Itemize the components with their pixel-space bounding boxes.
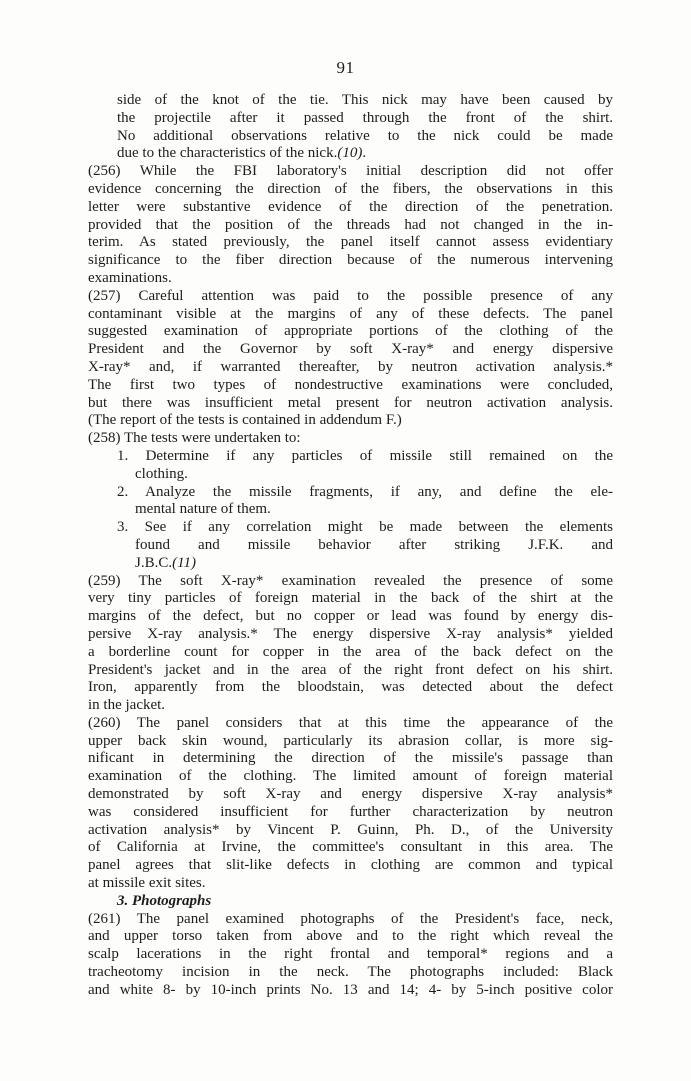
- continued-paragraph: [88, 92, 613, 163]
- text-line: examination of the clothing. The limited amount of foreign material: [88, 768, 613, 785]
- text-line: letter were substantive evidence of the direction of the penetration.: [88, 198, 613, 215]
- text-line: persive X-ray analysis.* The energy dispersive X-ray analysis* yielded: [88, 625, 613, 642]
- page-number: 91: [336, 58, 355, 77]
- text-line: panel agrees that slit-like defects in clothing are common and typical: [88, 857, 613, 874]
- paragraph-258: [88, 430, 613, 448]
- text-line: President's jacket and in the area of the right front defect on his shirt.: [88, 661, 613, 678]
- text-line: President and the Governor by soft X-ray* and energy dispersive: [88, 341, 613, 358]
- text-line: significance to the fiber direction because of the numerous intervening: [88, 252, 613, 269]
- list-item: [88, 448, 613, 484]
- text-line: 3. See if any correlation might be made between the elements: [117, 519, 613, 536]
- text-line: of California at Irvine, the committee's consultant in this area. The: [88, 839, 613, 856]
- text-line: clothing.: [135, 465, 188, 482]
- text-line: (256) While the FBI laboratory's initial description did not offer: [88, 163, 613, 180]
- text-line: tracheotomy incision in the neck. The photographs included: Black: [88, 964, 613, 981]
- text-line: a borderline count for copper in the area of the back defect on the: [88, 643, 613, 660]
- text-line: [117, 145, 613, 163]
- text-line: Iron, apparently from the bloodstain, was detected about the defect: [88, 679, 613, 696]
- text-span: J.B.C.: [135, 554, 173, 571]
- text-line: 2. Analyze the missile fragments, if any, and define the ele-: [117, 483, 613, 500]
- text-line: [88, 555, 613, 573]
- list-item: [88, 484, 613, 520]
- footnote-ref: (11): [172, 554, 196, 571]
- text-line: scalp lacerations in the right frontal and temporal* regions and a: [88, 946, 613, 963]
- text-line: demonstrated by soft X-ray and energy dispersive X-ray analysis*: [88, 786, 613, 803]
- text-line: at missile exit sites.: [88, 875, 206, 892]
- section-heading: 3. Photographs: [117, 892, 212, 909]
- text-line: (The report of the tests is contained in addendum F.): [88, 412, 402, 429]
- text-line: found and missile behavior after striking J.F.K. and: [135, 536, 613, 553]
- text-line: mental nature of them.: [135, 501, 271, 518]
- paragraph-256: [88, 163, 613, 288]
- text-line: and white 8- by 10-inch prints No. 13 and 14; 4- by 5-inch positive color: [88, 981, 613, 998]
- text-line: and upper torso taken from above and to the right which reveal the: [88, 928, 613, 945]
- text-line: examinations.: [88, 269, 172, 286]
- text-line: (259) The soft X-ray* examination revealed the presence of some: [88, 572, 613, 589]
- text-line: the projectile after it passed through the front of the shirt.: [117, 109, 613, 126]
- paragraph-257: [88, 288, 613, 430]
- footnote-ref: (10): [337, 145, 363, 162]
- text-line: (260) The panel considers that at this time the appearance of the: [88, 714, 613, 731]
- text-line: in the jacket.: [88, 697, 166, 714]
- text-line: was considered insufficient for further characterization by neutron: [88, 803, 613, 820]
- text-line: contaminant visible at the margins of any of these defects. The panel: [88, 305, 613, 322]
- text-line: side of the knot of the tie. This nick may have been caused by: [117, 92, 613, 108]
- text-line: provided that the position of the threads had not changed in the in-: [88, 216, 613, 233]
- text-line: nificant in determining the direction of the missile's passage than: [88, 750, 613, 767]
- text-line: X-ray* and, if warranted thereafter, by neutron activation analysis.*: [88, 358, 613, 375]
- body-text: [88, 92, 613, 1000]
- paragraph-260: [88, 715, 613, 893]
- numbered-list: [88, 448, 613, 573]
- paragraph-261: [88, 911, 613, 1000]
- text-line: evidence concerning the direction of the fibers, the observations in this: [88, 180, 613, 197]
- list-item: [88, 519, 613, 572]
- text-line: suggested examination of appropriate portions of the clothing of the: [88, 323, 613, 340]
- text-line: upper back skin wound, particularly its abrasion collar, is more sig-: [88, 732, 613, 749]
- text-line: activation analysis* by Vincent P. Guinn, Ph. D., of the University: [88, 821, 613, 838]
- text-line: No additional observations relative to the nick could be made: [117, 127, 613, 144]
- text-span: .: [362, 145, 367, 162]
- text-line: terim. As stated previously, the panel itself cannot assess evidentiary: [88, 234, 613, 251]
- text-line: (257) Careful attention was paid to the possible presence of any: [88, 287, 613, 304]
- text-line: (258) The tests were undertaken to:: [88, 430, 301, 447]
- text-line: 1. Determine if any particles of missile still remained on the: [117, 447, 613, 464]
- text-line: (261) The panel examined photographs of the President's face, neck,: [88, 910, 613, 927]
- text-line: The first two types of nondestructive examinations were concluded,: [88, 376, 613, 393]
- text-line: but there was insufficient metal present for neutron activation analysis.: [88, 394, 613, 411]
- text-span: due to the characteristics of the nick.: [117, 145, 338, 162]
- paragraph-259: [88, 573, 613, 715]
- text-line: margins of the defect, but no copper or lead was found by energy dis-: [88, 608, 613, 625]
- text-line: very tiny particles of foreign material in the back of the shirt at the: [88, 590, 613, 607]
